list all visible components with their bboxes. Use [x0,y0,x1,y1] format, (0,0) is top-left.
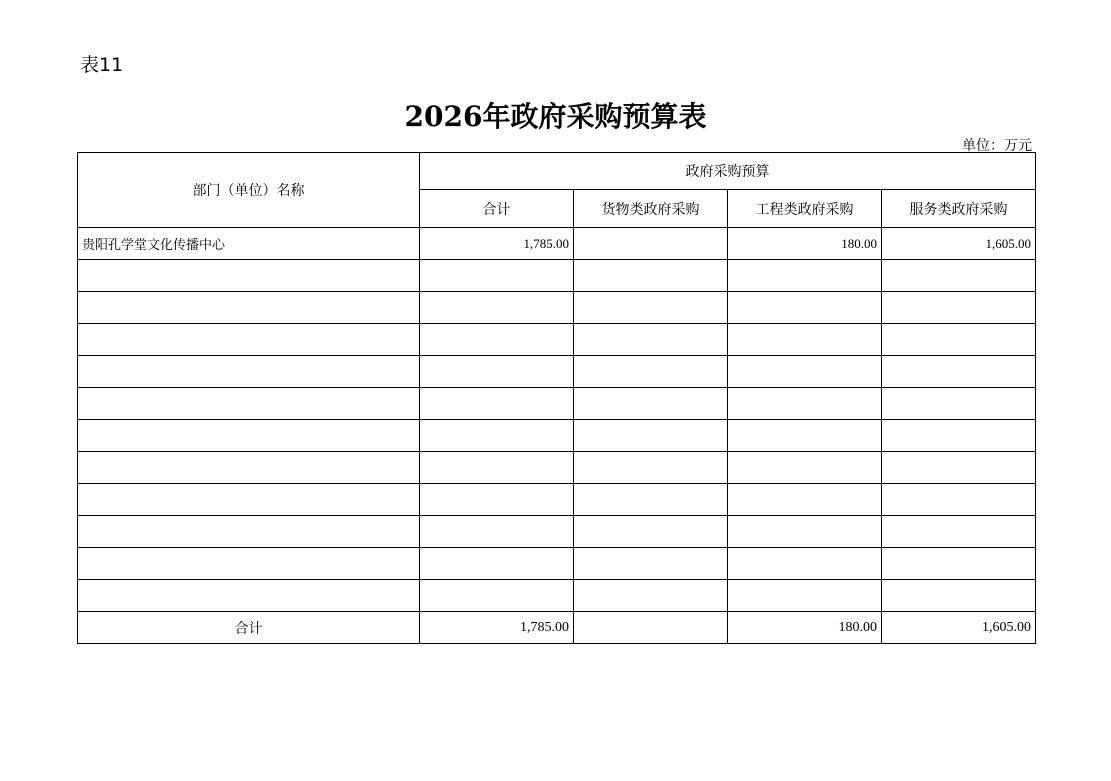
goods-cell [574,292,728,324]
sum-cell [420,292,574,324]
sum-cell [420,452,574,484]
goods-cell [574,228,728,260]
header-services: 服务类政府采购 [882,190,1036,228]
services-cell [882,484,1036,516]
services-cell [882,260,1036,292]
works-cell [728,356,882,388]
works-cell [728,388,882,420]
dept-name-cell [78,580,420,612]
dept-name-cell: 贵阳孔学堂文化传播中心 [78,228,420,260]
sum-cell [420,388,574,420]
goods-cell [574,260,728,292]
services-cell [882,548,1036,580]
works-cell: 180.00 [728,228,882,260]
sum-cell [420,580,574,612]
works-cell [728,292,882,324]
services-cell [882,420,1036,452]
table-row [78,484,1036,516]
sum-cell: 1,785.00 [420,228,574,260]
header-dept: 部门（单位）名称 [78,153,420,228]
total-row [78,612,1036,644]
goods-cell [574,452,728,484]
total-label: 合计 [78,612,420,644]
dept-name-cell [78,452,420,484]
goods-cell [574,324,728,356]
works-cell [728,580,882,612]
dept-name-cell [78,420,420,452]
procurement-budget-table [77,152,1036,644]
table-row [78,356,1036,388]
dept-name-cell [78,324,420,356]
table-row [78,516,1036,548]
works-cell [728,548,882,580]
dept-name-cell [78,484,420,516]
services-cell [882,324,1036,356]
sum-cell [420,260,574,292]
works-cell [728,484,882,516]
goods-cell [574,580,728,612]
works-cell [728,324,882,356]
services-cell [882,580,1036,612]
sum-cell [420,420,574,452]
goods-cell [574,548,728,580]
services-cell [882,356,1036,388]
table-row [78,228,1036,260]
table-row [78,388,1036,420]
goods-cell [574,420,728,452]
services-cell [882,292,1036,324]
sum-cell [420,356,574,388]
sum-cell [420,516,574,548]
total-services: 1,605.00 [882,612,1036,644]
services-cell [882,516,1036,548]
header-goods: 货物类政府采购 [574,190,728,228]
dept-name-cell [78,356,420,388]
dept-name-cell [78,388,420,420]
services-cell: 1,605.00 [882,228,1036,260]
page-title: 2026年政府采购预算表 [404,100,707,133]
total-works: 180.00 [728,612,882,644]
header-group: 政府采购预算 [420,153,1036,190]
works-cell [728,516,882,548]
works-cell [728,452,882,484]
works-cell [728,260,882,292]
goods-cell [574,356,728,388]
total-goods [574,612,728,644]
services-cell [882,452,1036,484]
table-row [78,260,1036,292]
header-works: 工程类政府采购 [728,190,882,228]
dept-name-cell [78,292,420,324]
table-row [78,324,1036,356]
services-cell [882,388,1036,420]
sum-cell [420,548,574,580]
table-row [78,580,1036,612]
header-total: 合计 [420,190,574,228]
table-row [78,548,1036,580]
table-row [78,420,1036,452]
unit-label: 单位：万元 [962,139,1032,154]
dept-name-cell [78,548,420,580]
dept-name-cell [78,516,420,548]
sum-cell [420,324,574,356]
total-sum: 1,785.00 [420,612,574,644]
table-number: 表11 [80,54,124,76]
works-cell [728,420,882,452]
dept-name-cell [78,260,420,292]
goods-cell [574,484,728,516]
table-row [78,292,1036,324]
sum-cell [420,484,574,516]
table-row [78,452,1036,484]
goods-cell [574,516,728,548]
goods-cell [574,388,728,420]
